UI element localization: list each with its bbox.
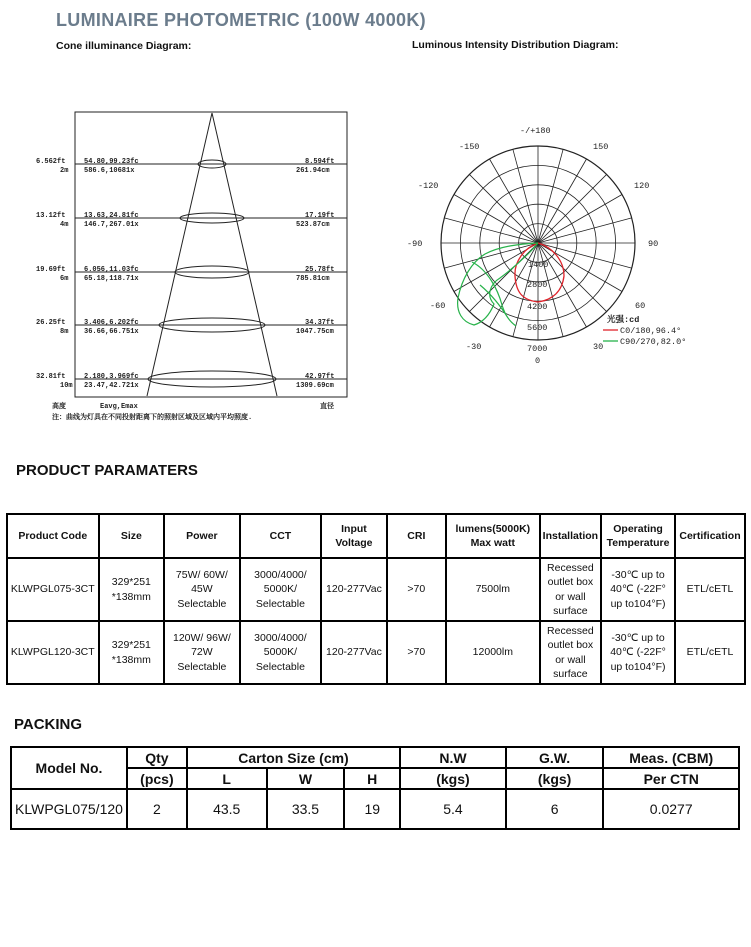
- params-header-cell: Power: [164, 514, 240, 558]
- cone-diameter-cm: 1047.75cm: [296, 328, 334, 336]
- cone-height-ft: 26.25ft: [36, 319, 66, 327]
- polar-radial-label: 2800: [527, 280, 548, 290]
- packing-header-carton: Carton Size (cm): [187, 747, 400, 768]
- product-parameters-table: [6, 513, 746, 685]
- params-cell: Recessed outlet box or wall surface: [540, 621, 601, 684]
- params-cell: KLWPGL120-3CT: [7, 621, 99, 684]
- params-cell: ETL/cETL: [675, 621, 745, 684]
- packing-height: 19: [344, 789, 400, 829]
- params-header-cell: Certification: [675, 514, 745, 558]
- packing-length: 43.5: [187, 789, 267, 829]
- packing-header-l: L: [187, 768, 267, 789]
- cone-height-m: 2m: [60, 167, 69, 175]
- packing-row: [11, 789, 739, 829]
- params-cell: >70: [387, 621, 446, 684]
- cone-diameter-cm: 1309.69cm: [296, 382, 334, 390]
- polar-radial-label: 5600: [527, 323, 548, 333]
- polar-angle-label: -/+180: [520, 126, 551, 136]
- cone-illum-lx: 146.7,267.01x: [84, 221, 139, 229]
- polar-angle-label: -30: [466, 342, 482, 352]
- cone-illum-lx: 36.66,66.751x: [84, 328, 139, 336]
- packing-header-nw-unit: (kgs): [400, 768, 506, 789]
- cone-label-eavg: Eavg,Emax: [100, 403, 138, 411]
- cone-illum-fc: 3.406,6.202fc: [84, 319, 139, 327]
- cone-diameter-cm: 261.94cm: [296, 167, 330, 175]
- packing-gross-weight: 6: [506, 789, 604, 829]
- polar-angle-label: -150: [459, 142, 480, 152]
- cone-illum-lx: 23.47,42.721x: [84, 382, 139, 390]
- packing-net-weight: 5.4: [400, 789, 506, 829]
- params-cell: 120-277Vac: [321, 558, 387, 621]
- cone-diagram-caption: Cone illuminance Diagram:: [56, 40, 192, 52]
- polar-angle-label: 0: [535, 356, 541, 366]
- params-cell: 75W/ 60W/ 45W Selectable: [164, 558, 240, 621]
- cone-diameter-ft: 42.97ft: [305, 373, 335, 381]
- params-header-cell: Operating Temperature: [601, 514, 675, 558]
- cone-illum-fc: 13.63,24.81fc: [84, 212, 139, 220]
- polar-angle-label: -120: [418, 181, 439, 191]
- packing-header-nw: N.W: [400, 747, 506, 768]
- params-cell: 12000lm: [446, 621, 540, 684]
- cone-diameter-ft: 25.78ft: [305, 266, 335, 274]
- cone-diameter-ft: 34.37ft: [305, 319, 335, 327]
- polar-distribution-diagram: [0, 0, 751, 440]
- params-header-cell: Size: [99, 514, 165, 558]
- cone-note: 注：曲线为灯具在不同投射距离下的照射区域及区域内平均照度.: [52, 414, 253, 422]
- params-cell: 120-277Vac: [321, 621, 387, 684]
- packing-table: [10, 746, 740, 830]
- packing-header-qty-unit: (pcs): [127, 768, 187, 789]
- params-cell: 120W/ 96W/ 72W Selectable: [164, 621, 240, 684]
- params-cell: -30℃ up to 40℃ (-22F° up to104°F): [601, 558, 675, 621]
- polar-radial-label: 1400: [528, 260, 549, 270]
- params-cell: 7500lm: [446, 558, 540, 621]
- cone-height-ft: 13.12ft: [36, 212, 66, 220]
- polar-radial-label: 7000: [527, 344, 548, 354]
- cone-illum-lx: 65.18,118.71x: [84, 275, 139, 283]
- packing-title: PACKING: [14, 716, 83, 733]
- params-header-cell: CCT: [240, 514, 322, 558]
- polar-angle-label: 90: [648, 239, 659, 249]
- cone-height-ft: 6.562ft: [36, 158, 66, 166]
- params-cell: >70: [387, 558, 446, 621]
- polar-angle-label: 150: [593, 142, 609, 152]
- cone-height-ft: 32.81ft: [36, 373, 66, 381]
- params-header-cell: lumens(5000K) Max watt: [446, 514, 540, 558]
- params-cell: 329*251 *138mm: [99, 558, 165, 621]
- polar-angle-label: 30: [593, 342, 604, 352]
- cone-illum-fc: 6.056,11.03fc: [84, 266, 139, 274]
- params-cell: ETL/cETL: [675, 558, 745, 621]
- params-cell: 3000/4000/ 5000K/ Selectable: [240, 558, 322, 621]
- packing-width: 33.5: [267, 789, 345, 829]
- cone-diameter-cm: 523.87cm: [296, 221, 330, 229]
- curve-c90-270: [458, 243, 538, 326]
- packing-qty: 2: [127, 789, 187, 829]
- polar-angle-label: -60: [430, 301, 446, 311]
- polar-angle-label: 60: [635, 301, 646, 311]
- cone-height-ft: 19.69ft: [36, 266, 66, 274]
- params-row: [7, 558, 745, 621]
- params-header-cell: Input Voltage: [321, 514, 387, 558]
- params-header-cell: Product Code: [7, 514, 99, 558]
- packing-header-h: H: [344, 768, 400, 789]
- cone-height-m: 4m: [60, 221, 69, 229]
- polar-diagram-caption: Luminous Intensity Distribution Diagram:: [412, 39, 619, 51]
- polar-angle-label: -90: [407, 239, 423, 249]
- params-cell: 329*251 *138mm: [99, 621, 165, 684]
- cone-label-height: 高度: [52, 403, 66, 411]
- legend-c0-180: C0/180,96.4°: [620, 326, 682, 336]
- params-header-row: [7, 514, 745, 558]
- polar-angle-label: 120: [634, 181, 650, 191]
- packing-model: KLWPGL075/120: [11, 789, 127, 829]
- polar-radial-label: 4200: [527, 302, 548, 312]
- cone-height-m: 10m: [60, 382, 73, 390]
- packing-header-model: Model No.: [11, 747, 127, 789]
- params-cell: Recessed outlet box or wall surface: [540, 558, 601, 621]
- params-cell: KLWPGL075-3CT: [7, 558, 99, 621]
- page-title: LUMINAIRE PHOTOMETRIC (100W 4000K): [56, 10, 426, 30]
- legend-c90-270: C90/270,82.0°: [620, 337, 687, 347]
- packing-header-gw-unit: (kgs): [506, 768, 604, 789]
- cone-illum-fc: 54.80,99.23fc: [84, 158, 139, 166]
- packing-header-qty: Qty: [127, 747, 187, 768]
- packing-header-w: W: [267, 768, 345, 789]
- params-row: [7, 621, 745, 684]
- params-cell: 3000/4000/ 5000K/ Selectable: [240, 621, 322, 684]
- params-cell: -30℃ up to 40℃ (-22F° up to104°F): [601, 621, 675, 684]
- packing-header-meas-unit: Per CTN: [603, 768, 739, 789]
- polar-legend: [603, 326, 686, 347]
- cone-diameter-cm: 785.81cm: [296, 275, 330, 283]
- cone-label-diameter: 直径: [320, 403, 334, 411]
- product-parameters-title: PRODUCT PARAMATERS: [16, 462, 198, 479]
- polar-unit-label: 光强:cd: [607, 315, 640, 325]
- cone-illum-lx: 586.6,10681x: [84, 167, 135, 175]
- cone-diameter-ft: 17.19ft: [305, 212, 335, 220]
- cone-height-m: 8m: [60, 328, 69, 336]
- cone-height-m: 6m: [60, 275, 69, 283]
- packing-header-meas: Meas. (CBM): [603, 747, 739, 768]
- cone-illum-fc: 2.180,3.969fc: [84, 373, 139, 381]
- params-header-cell: CRI: [387, 514, 446, 558]
- packing-measurement: 0.0277: [603, 789, 739, 829]
- cone-diameter-ft: 8.594ft: [305, 158, 335, 166]
- packing-header-gw: G.W.: [506, 747, 604, 768]
- params-header-cell: Installation: [540, 514, 601, 558]
